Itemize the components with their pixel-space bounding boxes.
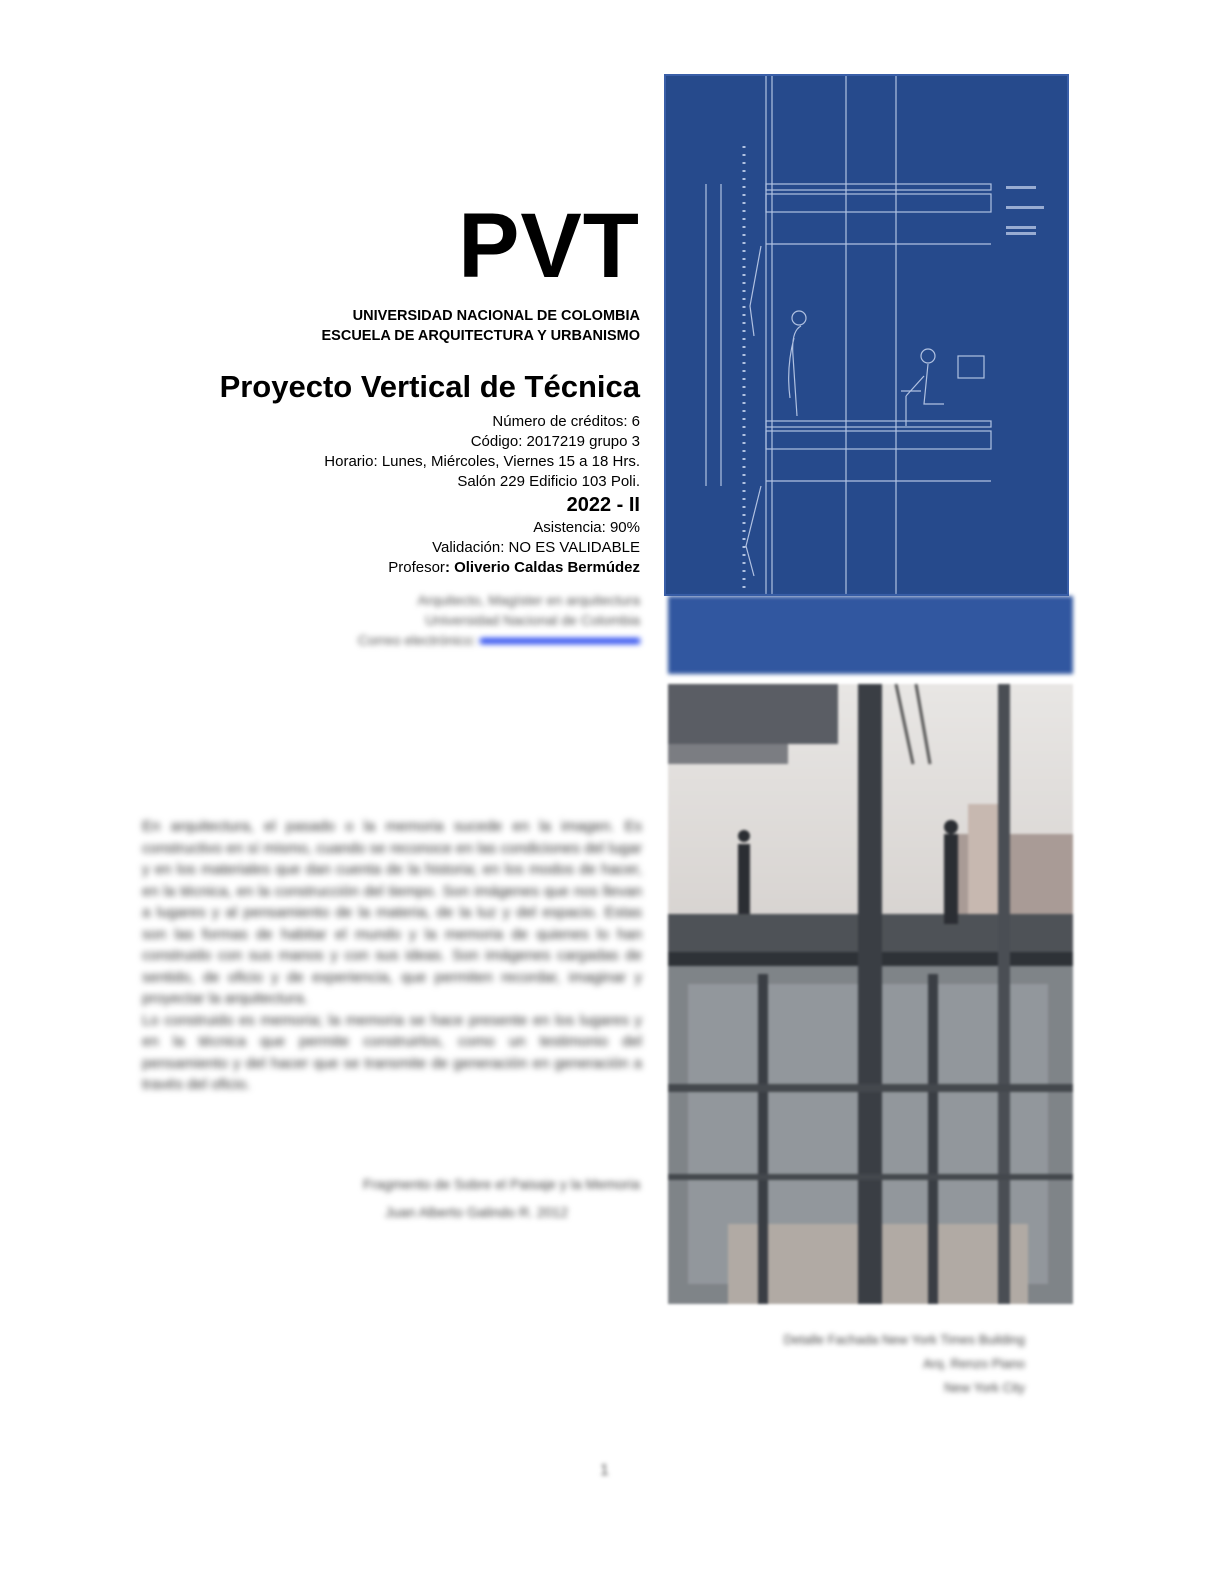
professor-degree: Arquitecto, Magíster en arquitectura <box>417 592 640 608</box>
blueprint-section-svg <box>666 76 1067 594</box>
affiliation: Universidad Nacional de Colombia <box>425 612 640 628</box>
blueprint-drawing-image <box>664 74 1069 596</box>
epigraph-paragraph-2: Lo construido es memoria; la memoria se hace presente en los lugares y en la técnica que permite construirlos, como un testimonio del pensamiento y del hacer que se transmite de generación en generación a través del oficio. <box>142 1011 642 1093</box>
email-link[interactable] <box>480 638 640 644</box>
epigraph-citation <box>363 1170 640 1226</box>
facade-photo <box>668 684 1073 1304</box>
email-row <box>358 630 640 650</box>
course-logo: PVT <box>458 195 640 297</box>
citation-source: Juan Alberto Galindo R. 2012 <box>385 1204 568 1220</box>
caption-line-1: Detalle Fachada New York Times Building <box>783 1332 1025 1347</box>
professor-contact <box>358 590 640 650</box>
school-name: ESCUELA DE ARQUITECTURA Y URBANISMO <box>321 328 640 344</box>
validation: Validación: NO ES VALIDABLE <box>432 539 640 556</box>
caption-line-3: New York City <box>944 1380 1025 1395</box>
credits: Número de créditos: 6 <box>492 413 640 430</box>
university-name: UNIVERSIDAD NACIONAL DE COLOMBIA <box>352 308 640 324</box>
professor-name: : Oliverio Caldas Bermúdez <box>444 559 640 576</box>
citation-work: Fragmento de Sobre el Paisaje y la Memoria <box>362 1176 640 1192</box>
blueprint-title-strip <box>668 596 1073 674</box>
professor <box>324 558 640 578</box>
institution-block <box>322 306 640 346</box>
attendance: Asistencia: 90% <box>533 519 640 536</box>
email-label: Correo electrónico: <box>357 632 477 648</box>
semester: 2022 - II <box>566 494 640 516</box>
facade-photo-svg <box>668 684 1073 1304</box>
room: Salón 229 Edificio 103 Poli. <box>457 473 640 490</box>
course-details <box>324 412 640 578</box>
page-number: 1 <box>600 1462 609 1479</box>
course-code: Código: 2017219 grupo 3 <box>470 433 640 450</box>
photo-caption <box>680 1328 1025 1400</box>
professor-label: Profesor <box>388 559 445 576</box>
course-title: Proyecto Vertical de Técnica <box>219 369 640 404</box>
epigraph <box>142 816 642 1096</box>
caption-line-2: Arq. Renzo Piano <box>923 1356 1025 1371</box>
epigraph-paragraph-1: En arquitectura, el pasado o la memoria sucede en la imagen. Es constructivo en sí mismo, cuando se reconoce en las condiciones del lugar y en los materiales que dan cuenta de la historia; en los modos de hacer, en la técnica, en la construcción del tiempo. Son imágenes que nos llevan a lugares y al pensamiento de la materia, de la luz y del espacio. Estas son las formas de habitar el mundo y la memoria de quienes lo han construido con sus manos y con sus ideas. Son imágenes cargadas de sentido, de oficio y de experiencia, que permiten recordar, imaginar y proyectar la arquitectura. <box>142 818 642 1007</box>
schedule: Horario: Lunes, Miércoles, Viernes 15 a 18 Hrs. <box>324 453 640 470</box>
